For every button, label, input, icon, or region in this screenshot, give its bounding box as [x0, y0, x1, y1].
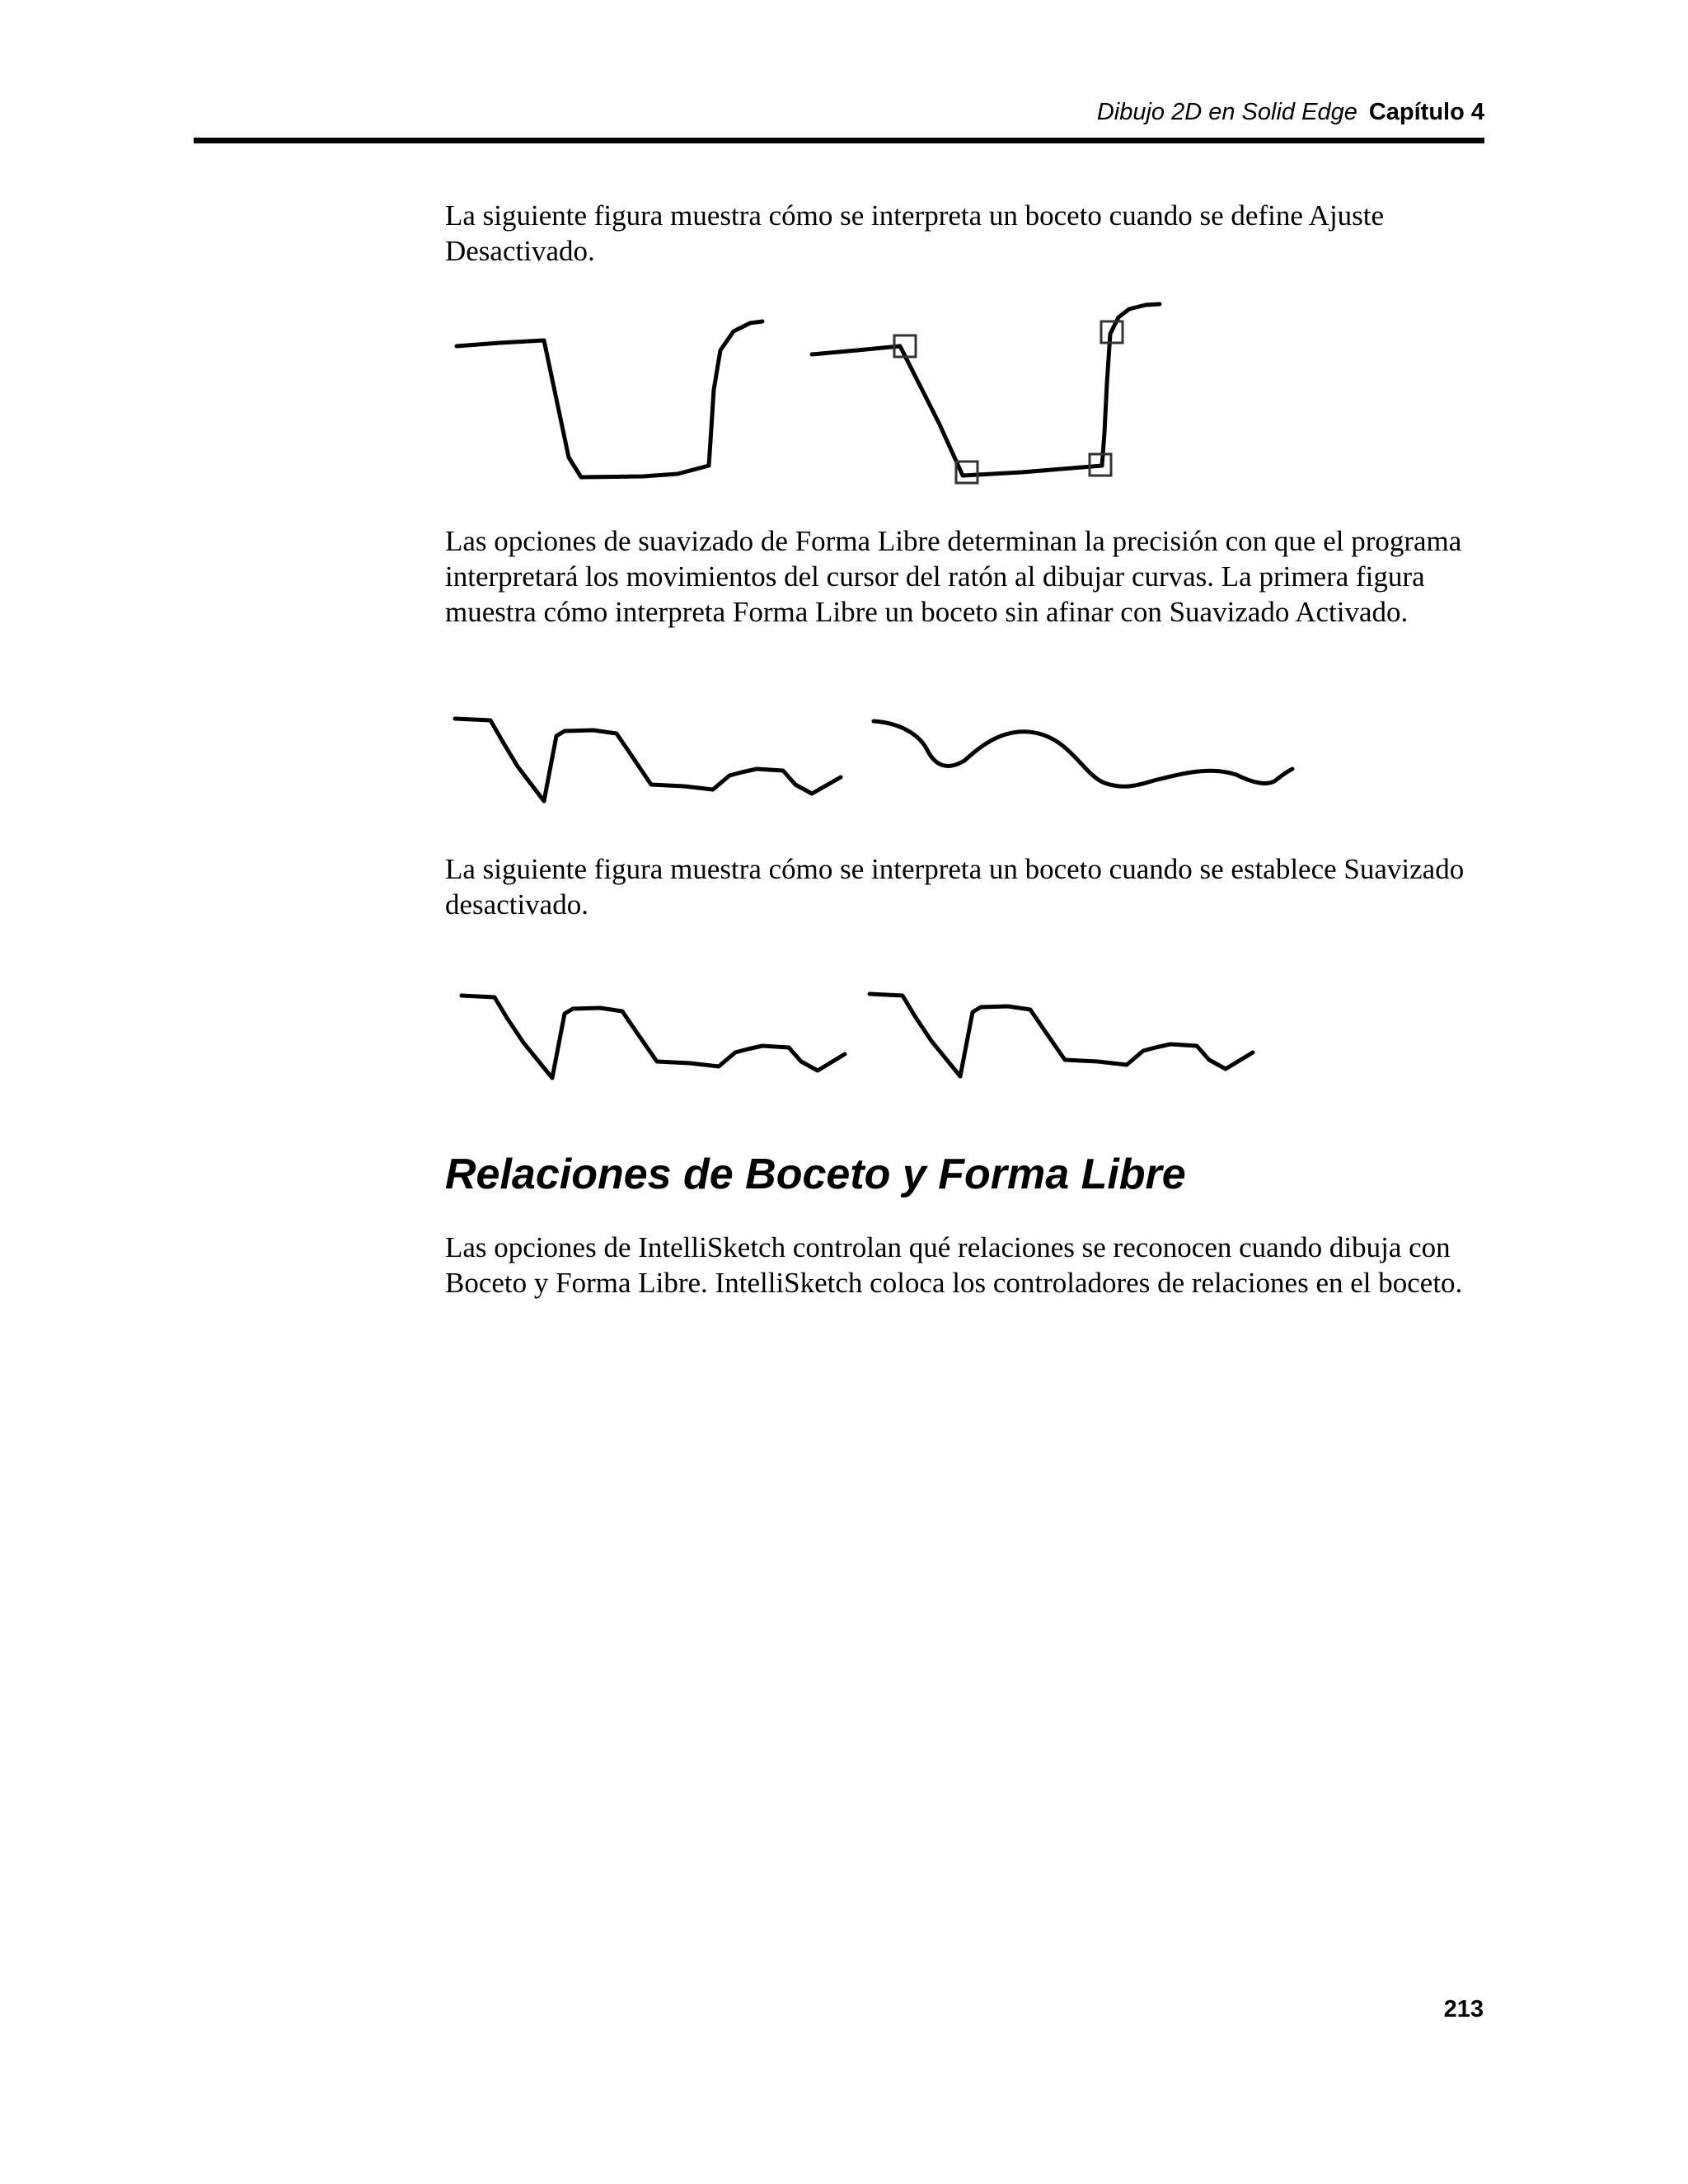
paragraph-suavizado-desactivado: La siguiente figura muestra cómo se interpreta un boceto cuando se establece Suavizado desactivado.	[445, 853, 1465, 921]
raw-sketch-stroke	[462, 996, 845, 1078]
chapter-title: Dibujo 2D en Solid Edge	[1096, 99, 1357, 125]
header-rule	[194, 138, 1484, 143]
interpreted-stroke	[812, 304, 1160, 476]
raw-sketch-stroke	[455, 719, 841, 801]
figure-ajuste-desactivado	[445, 293, 1187, 494]
paragraph-ajuste-desactivado: La siguiente figura muestra cómo se interpreta un boceto cuando se define Ajuste Desactivado.	[445, 199, 1385, 267]
raw-sketch-stroke	[457, 321, 762, 477]
chapter-label: Capítulo 4	[1368, 99, 1484, 125]
interpreted-stroke	[870, 994, 1253, 1076]
section-heading: Relaciones de Boceto y Forma Libre	[445, 1151, 1186, 1198]
paragraph-intellisketch: Las opciones de IntelliSketch controlan qué relaciones se reconocen cuando dibuja con Boceto y Forma Libre. IntelliSketch coloca los controladores de relaciones en el boceto.	[445, 1231, 1463, 1299]
figure-suavizado-activado	[445, 705, 1294, 812]
page-number: 213	[1443, 1996, 1484, 2022]
smoothed-sketch-stroke	[874, 721, 1292, 786]
paragraph-suavizado-intro: Las opciones de suavizado de Forma Libre determinan la precisión con que el programa interpretará los movimientos del cursor del ratón al dibujar curvas. La primera figura muestra cómo interpreta Forma Libre un boceto sin afinar con Suavizado Activado.	[445, 525, 1462, 628]
figure-suavizado-desactivado	[445, 981, 1269, 1088]
running-header	[194, 96, 1484, 129]
